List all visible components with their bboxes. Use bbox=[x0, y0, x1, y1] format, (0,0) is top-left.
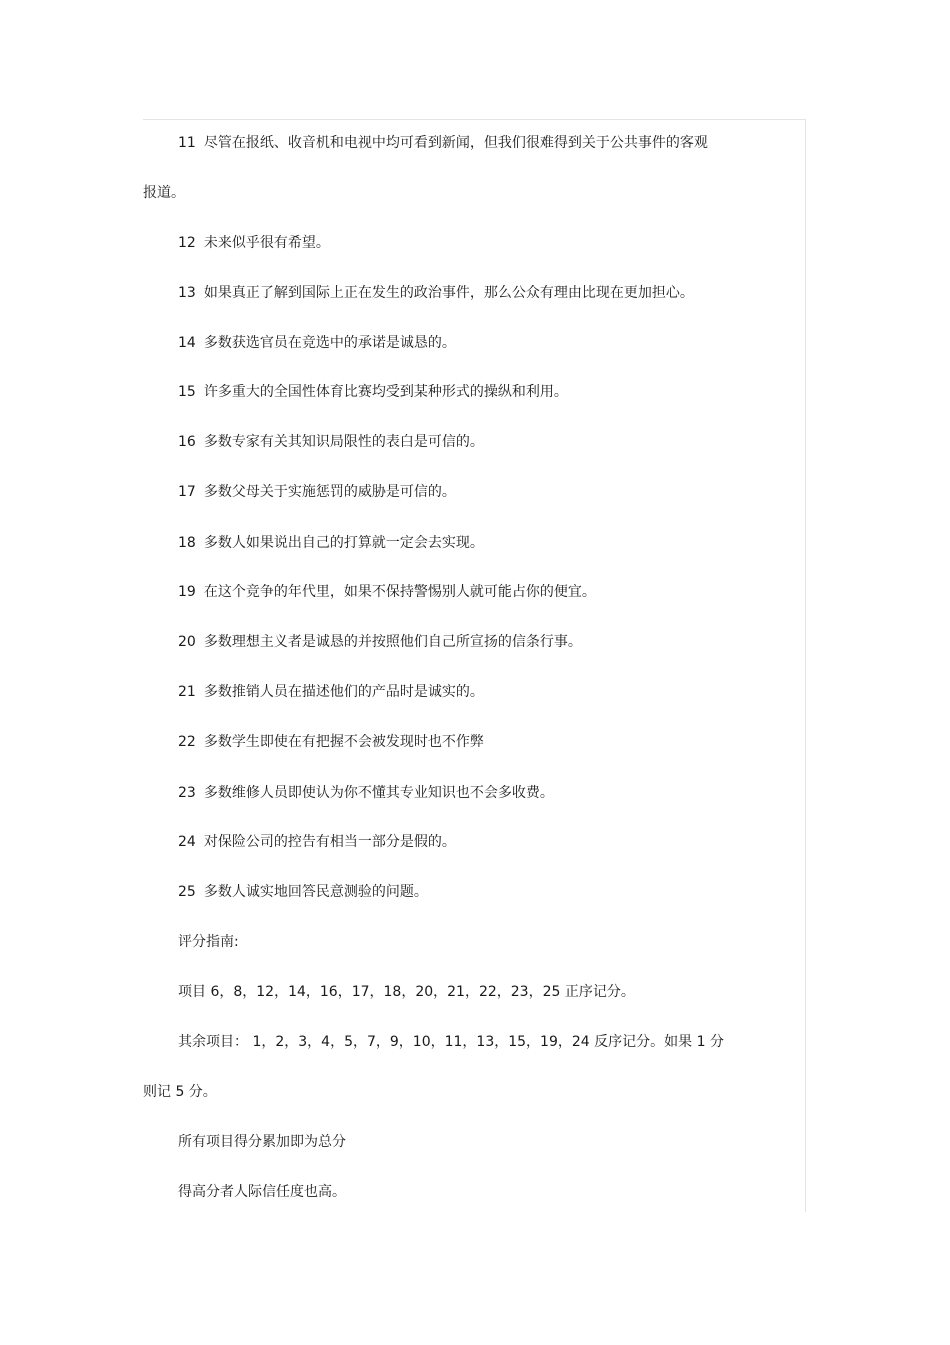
item-11-continuation: 报道。 bbox=[143, 185, 185, 201]
item-number: 20 bbox=[178, 634, 196, 650]
item-18 bbox=[178, 534, 484, 552]
item-text: 多数父母关于实施惩罚的威胁是可信的。 bbox=[203, 484, 456, 500]
item-number: 16 bbox=[178, 434, 196, 450]
item-text: 对保险公司的控告有相当一部分是假的。 bbox=[203, 834, 456, 850]
item-14 bbox=[178, 334, 456, 352]
item-number: 15 bbox=[178, 384, 196, 400]
item-text: 许多重大的全国性体育比赛均受到某种形式的操纵和利用。 bbox=[203, 384, 568, 400]
scoring-heading: 评分指南: bbox=[178, 934, 239, 950]
item-number: 19 bbox=[178, 584, 196, 600]
item-number: 12 bbox=[178, 235, 196, 251]
item-15 bbox=[178, 383, 568, 401]
scoring-reverse-continuation: 则记 5 分。 bbox=[143, 1084, 217, 1100]
item-24 bbox=[178, 833, 456, 851]
item-16 bbox=[178, 433, 484, 451]
scoring-total: 所有项目得分累加即为总分 bbox=[178, 1134, 346, 1150]
item-text: 尽管在报纸、收音机和电视中均可看到新闻，但我们很难得到关于公共事件的客观 bbox=[203, 135, 708, 151]
item-text: 多数人诚实地回答民意测验的问题。 bbox=[203, 884, 428, 900]
item-number: 21 bbox=[178, 684, 196, 700]
item-11 bbox=[178, 134, 708, 152]
item-number: 24 bbox=[178, 834, 196, 850]
item-19 bbox=[178, 583, 596, 601]
item-text: 多数推销人员在描述他们的产品时是诚实的。 bbox=[203, 684, 484, 700]
item-number: 17 bbox=[178, 484, 196, 500]
item-13 bbox=[178, 284, 694, 302]
item-21 bbox=[178, 683, 484, 701]
item-text: 多数学生即使在有把握不会被发现时也不作弊 bbox=[203, 734, 484, 750]
item-17 bbox=[178, 483, 456, 501]
item-12 bbox=[178, 234, 330, 252]
item-number: 23 bbox=[178, 785, 196, 801]
item-number: 18 bbox=[178, 535, 196, 551]
item-20 bbox=[178, 633, 582, 651]
scoring-reverse-items: 其余项目： 1，2，3，4，5，7，9，10，11，13，15，19，24 反序记分。如果 1 分 bbox=[178, 1034, 724, 1050]
item-text: 如果真正了解到国际上正在发生的政治事件，那么公众有理由比现在更加担心。 bbox=[203, 285, 694, 301]
item-text: 多数理想主义者是诚恳的并按照他们自己所宣扬的信条行事。 bbox=[203, 634, 582, 650]
item-text: 未来似乎很有希望。 bbox=[203, 235, 330, 251]
item-number: 25 bbox=[178, 884, 196, 900]
item-number: 14 bbox=[178, 335, 196, 351]
item-text: 多数维修人员即使认为你不懂其专业知识也不会多收费。 bbox=[203, 785, 554, 801]
item-25 bbox=[178, 883, 428, 901]
item-number: 13 bbox=[178, 285, 196, 301]
item-text: 多数专家有关其知识局限性的表白是可信的。 bbox=[203, 434, 484, 450]
item-number: 11 bbox=[178, 135, 196, 151]
item-number: 22 bbox=[178, 734, 196, 750]
item-text: 多数获选官员在竞选中的承诺是诚恳的。 bbox=[203, 335, 456, 351]
scoring-interpretation: 得高分者人际信任度也高。 bbox=[178, 1184, 346, 1200]
scoring-forward-items: 项目 6，8，12，14，16，17，18，20，21，22，23，25 正序记分。 bbox=[178, 984, 635, 1000]
item-23 bbox=[178, 784, 554, 802]
item-text: 多数人如果说出自己的打算就一定会去实现。 bbox=[203, 535, 484, 551]
item-22 bbox=[178, 733, 484, 751]
item-text: 在这个竞争的年代里，如果不保持警惕别人就可能占你的便宜。 bbox=[203, 584, 596, 600]
